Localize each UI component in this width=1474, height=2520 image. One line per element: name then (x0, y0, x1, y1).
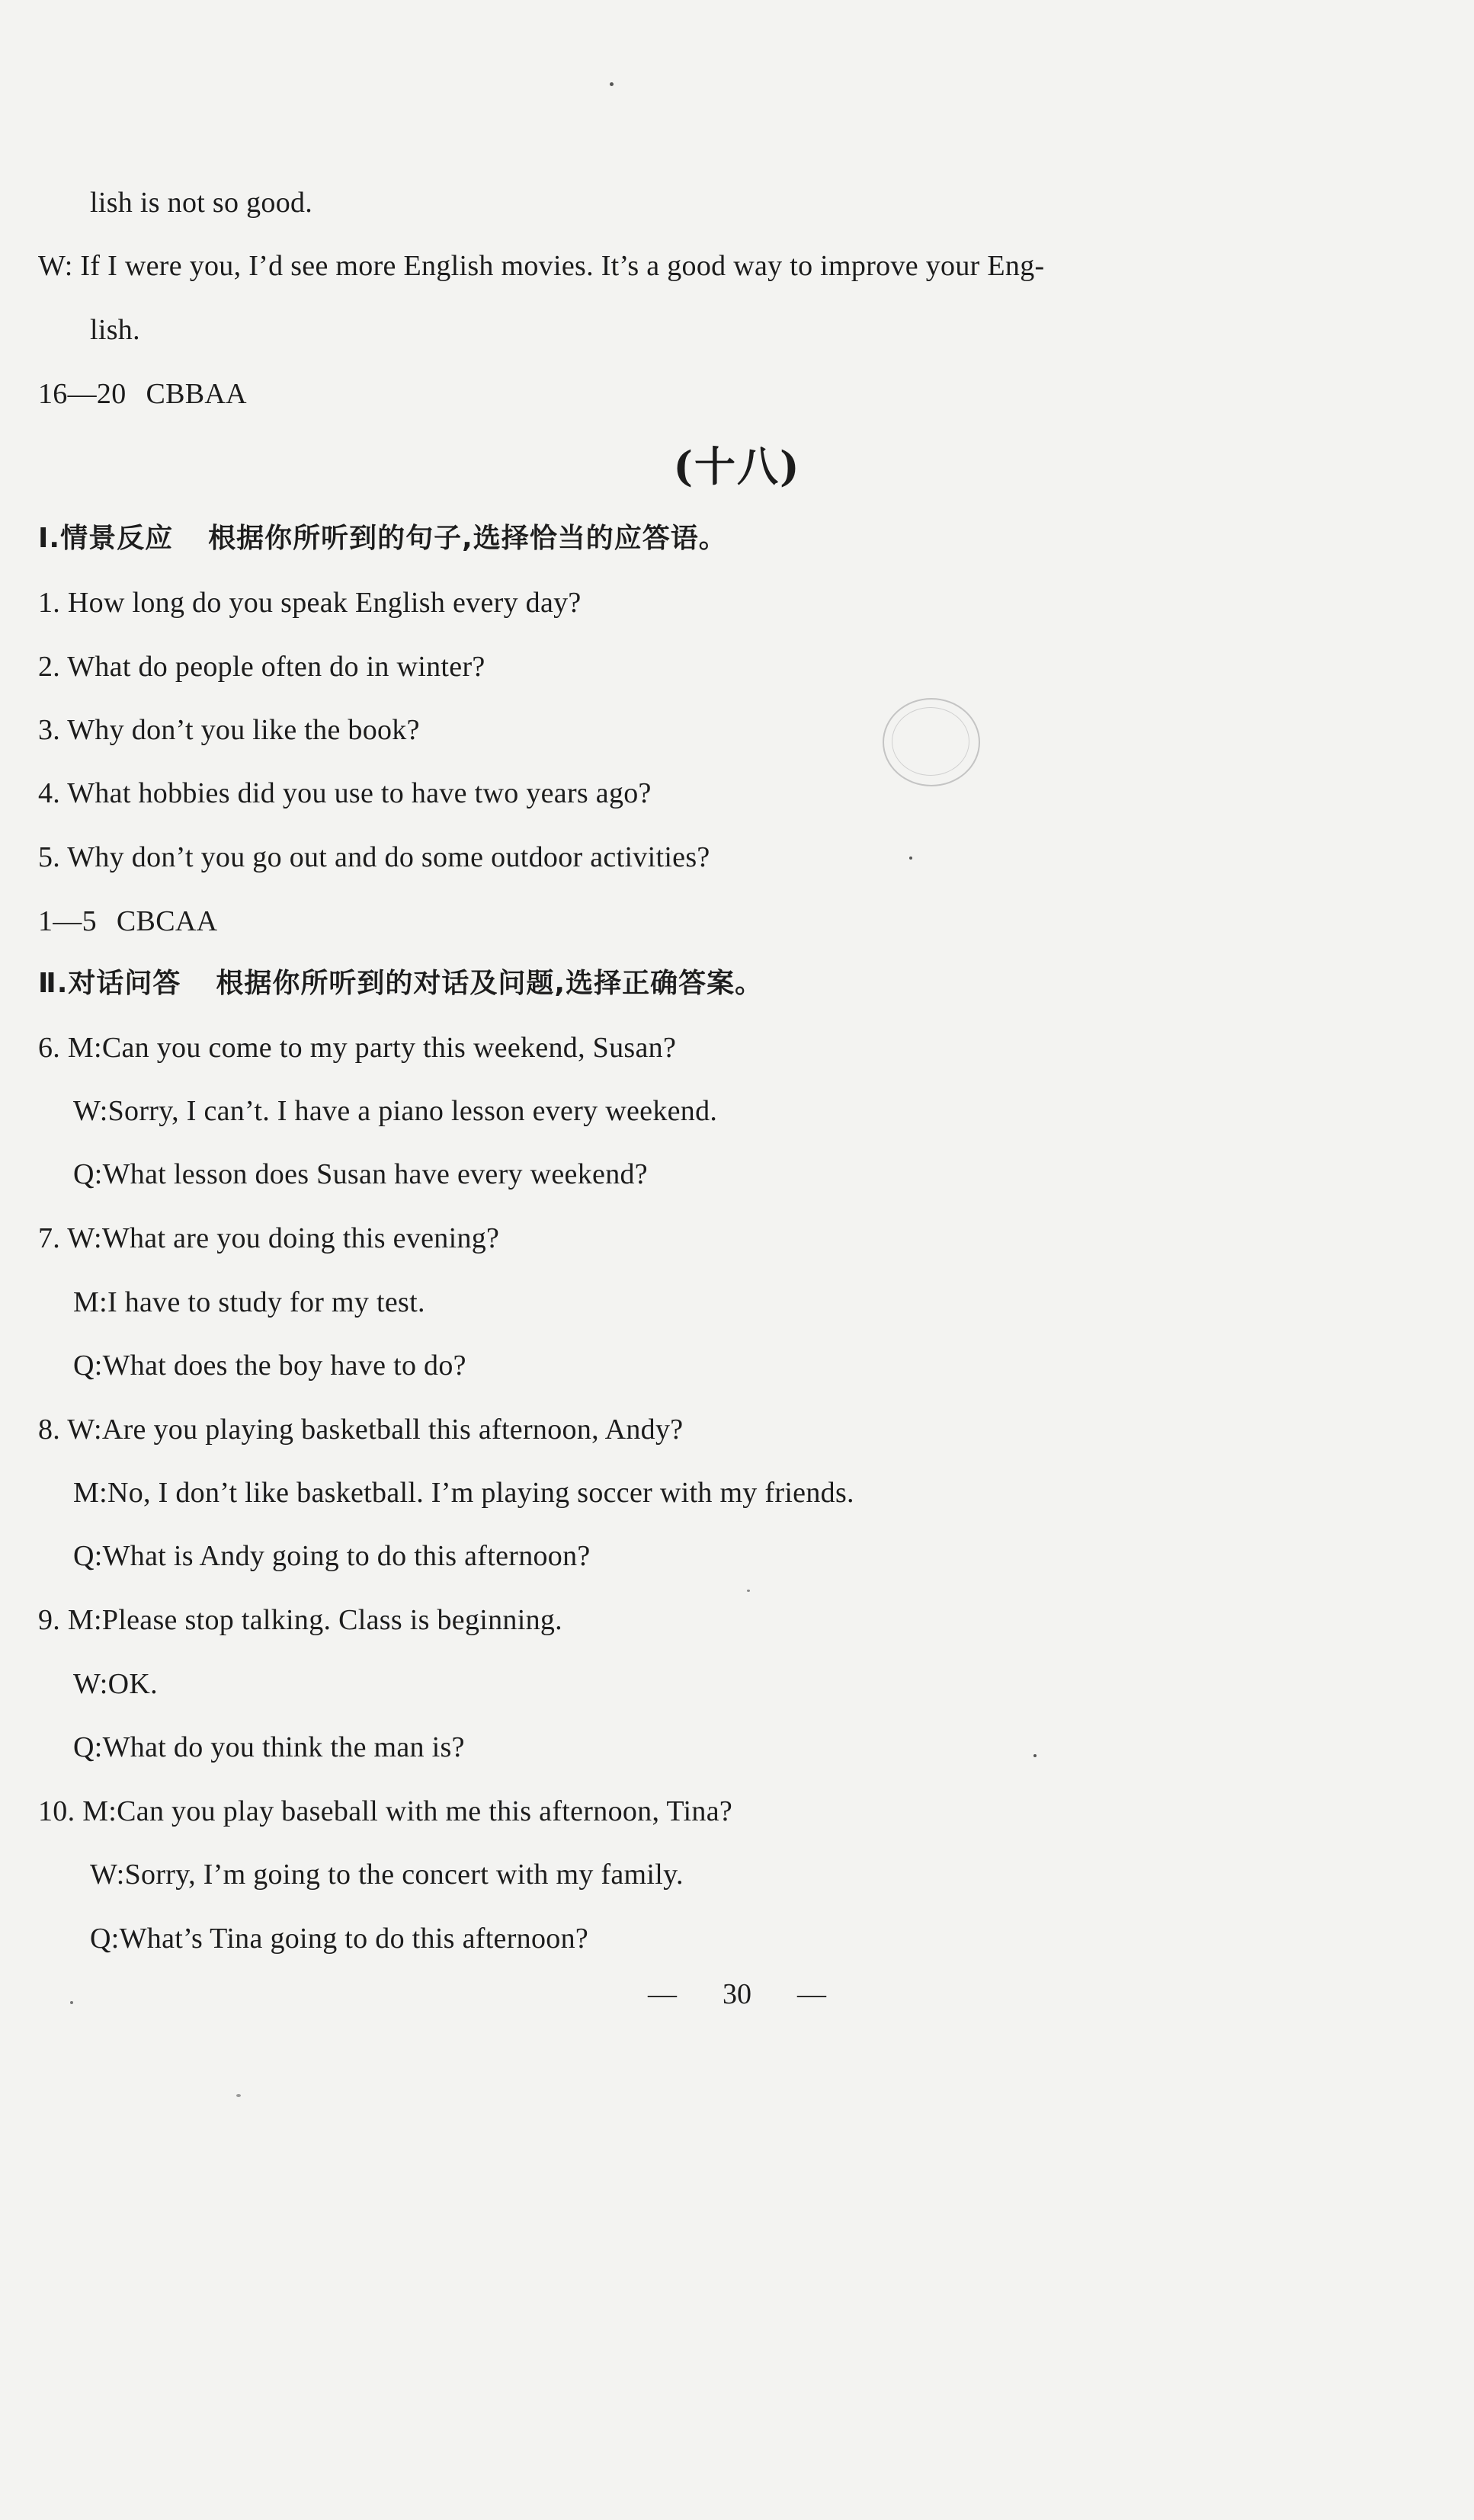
dialogue-line: Q:What does the boy have to do? (73, 1350, 466, 1382)
dialogue-line: M:I have to study for my test. (73, 1286, 425, 1318)
page-number-value: 30 (723, 1978, 751, 2010)
dialogue-line: 7. W:What are you doing this evening? (38, 1222, 500, 1254)
speck (610, 82, 614, 86)
dialogue-line: Q:What is Andy going to do this afternoon? (73, 1540, 591, 1572)
answer-range: 1—5 (38, 905, 97, 937)
text-line: lish is not so good. (90, 187, 313, 219)
dash-left: — (648, 1978, 677, 2010)
dialogue-line: W:OK. (73, 1668, 158, 1700)
speck (909, 857, 912, 860)
text-line: lish. (90, 314, 140, 346)
answer-letters: CBBAA (146, 378, 247, 410)
dialogue-line: 9. M:Please stop talking. Class is beginning. (38, 1604, 562, 1636)
part2-heading-label: Ⅱ.对话问答 (38, 968, 181, 999)
part1-heading (38, 521, 727, 556)
part1-heading-label: Ⅰ.情景反应 (38, 523, 174, 554)
part2-heading-instruction: 根据你所听到的对话及问题,选择正确答案。 (216, 968, 764, 999)
section-title: (十八) (673, 442, 801, 491)
dialogue-line: M:No, I don’t like basketball. I’m playing soccer with my friends. (73, 1477, 854, 1509)
dialogue-line: Q:What do you think the man is? (73, 1731, 465, 1763)
dialogue-line: Q:What lesson does Susan have every weekend? (73, 1158, 648, 1190)
answer-key-16-20 (38, 376, 247, 411)
dialogue-line: Q:What’s Tina going to do this afternoon? (90, 1923, 589, 1955)
answer-letters: CBCAA (116, 905, 218, 937)
part1-heading-instruction: 根据你所听到的句子,选择恰当的应答语。 (208, 523, 727, 554)
answer-key-1-5 (38, 904, 217, 939)
answer-range: 16—20 (38, 378, 127, 410)
dash-right: — (797, 1978, 826, 2010)
question-item: 3. Why don’t you like the book? (38, 714, 420, 746)
dialogue-line: 10. M:Can you play baseball with me this afternoon, Tina? (38, 1795, 733, 1827)
speck (1033, 1754, 1037, 1757)
dialogue-line: W:Sorry, I’m going to the concert with my family. (90, 1859, 684, 1891)
dialogue-line: 6. M:Can you come to my party this weekend, Susan? (38, 1032, 677, 1064)
speck (747, 1590, 750, 1592)
question-item: 5. Why don’t you go out and do some outdoor activities? (38, 841, 710, 873)
question-item: 2. What do people often do in winter? (38, 651, 485, 683)
part2-heading (38, 966, 763, 1001)
homework-stamp-icon (883, 698, 980, 786)
speck (70, 2001, 73, 2004)
dialogue-line: 8. W:Are you playing basketball this afternoon, Andy? (38, 1414, 684, 1446)
page-number (0, 1977, 1474, 2012)
question-item: 4. What hobbies did you use to have two years ago? (38, 777, 652, 809)
question-item: 1. How long do you speak English every day? (38, 587, 582, 619)
speck (236, 2094, 241, 2097)
text-line: W: If I were you, I’d see more English movies. It’s a good way to improve your Eng- (38, 250, 1045, 282)
dialogue-line: W:Sorry, I can’t. I have a piano lesson every weekend. (73, 1095, 718, 1127)
